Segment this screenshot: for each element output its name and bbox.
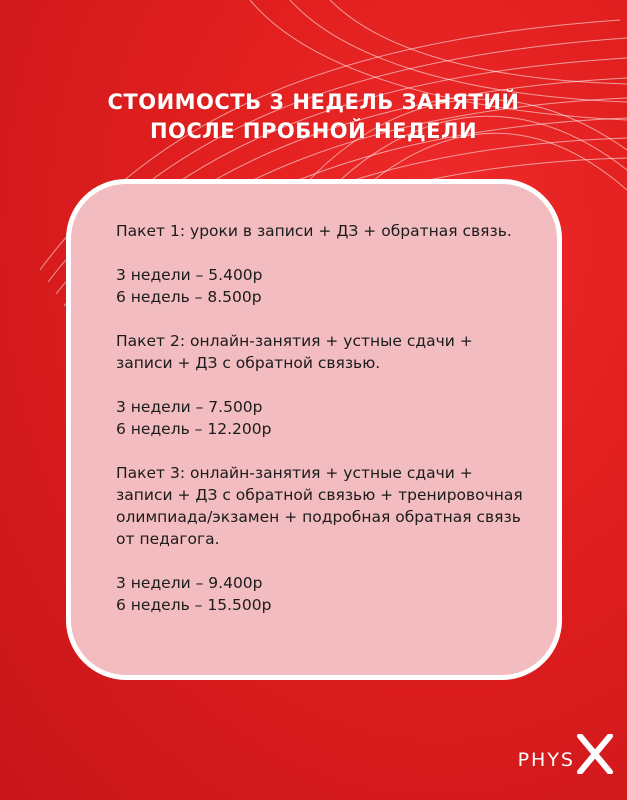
package-3-description: Пакет 3: онлайн-занятия + устные сдачи + записи + ДЗ с обратной связью + тренировочная олимпиада/экзамен + подробная обратная связь от педагога.	[116, 464, 523, 548]
package-2-prices	[116, 396, 527, 440]
package-3-prices	[116, 572, 527, 616]
pricing-card	[66, 179, 562, 680]
title-line-2: ПОСЛЕ ПРОБНОЙ НЕДЕЛИ	[149, 119, 478, 143]
page-title	[0, 88, 627, 146]
logo-x-mark	[577, 734, 613, 774]
logo-text: PHYS	[517, 749, 575, 771]
package-1-description: Пакет 1: уроки в записи + ДЗ + обратная связь.	[116, 222, 512, 240]
package-3-price-3-weeks: 3 недели – 9.400р	[116, 574, 263, 592]
title-line-1: СТОИМОСТЬ 3 НЕДЕЛЬ ЗАНЯТИЙ	[107, 90, 520, 114]
package-2-description: Пакет 2: онлайн-занятия + устные сдачи + записи + ДЗ с обратной связью.	[116, 332, 473, 372]
package-1-price-6-weeks: 6 недель – 8.500р	[116, 288, 262, 306]
package-2-price-3-weeks: 3 недели – 7.500р	[116, 398, 263, 416]
package-3-price-6-weeks: 6 недель – 15.500р	[116, 596, 272, 614]
package-1-prices	[116, 264, 527, 308]
physx-logo	[518, 734, 613, 774]
package-2-price-6-weeks: 6 недель – 12.200р	[116, 420, 272, 438]
package-1-price-3-weeks: 3 недели – 5.400р	[116, 266, 263, 284]
